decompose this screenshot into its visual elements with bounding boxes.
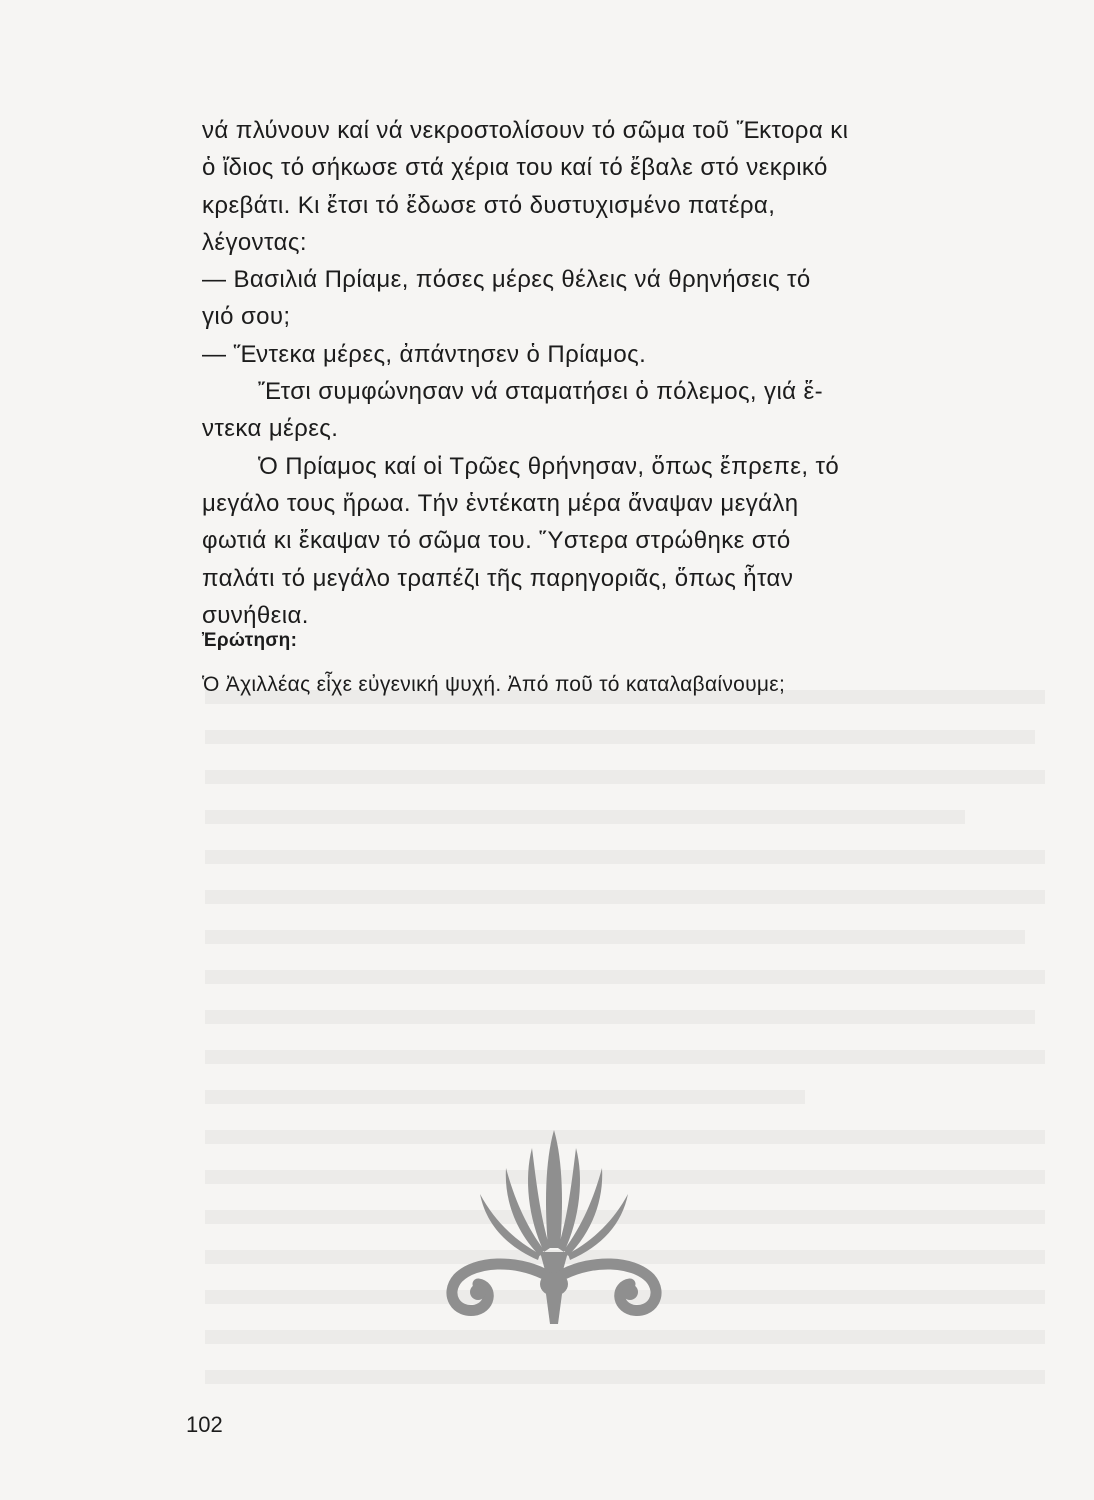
body-line-text: Ὁ Πρίαμος καί οἱ Τρῶες θρήνησαν, ὅπως ἔπρεπε, τό — [258, 452, 840, 480]
body-line — [202, 298, 1040, 335]
body-line-text: — Βασιλιά Πρίαμε, πόσες μέρες θέλεις νά θρηνήσεις τό — [202, 266, 811, 294]
body-line — [202, 336, 1040, 373]
page-number: 102 — [186, 1412, 223, 1437]
body-line — [202, 597, 1040, 634]
body-line-text: νά πλύνουν καί νά νεκροστολίσουν τό σῶμα τοῦ Ἕκτορα κι — [202, 117, 849, 144]
body-line — [202, 560, 1040, 597]
body-line-text: ὁ ἴδιος τό σήκωσε στά χέρια του καί τό ἔβαλε στό νεκρικό — [202, 154, 828, 182]
body-line-text: κρεβάτι. Κι ἔτσι τό ἔδωσε στό δυστυχισμένο πατέρα, — [202, 191, 776, 219]
body-line — [202, 448, 1040, 485]
body-line — [202, 187, 1040, 224]
body-line-text: φωτιά κι ἔκαψαν τό σῶμα του. Ὕστερα στρώθηκε στό — [202, 527, 791, 555]
body-text — [202, 112, 1040, 634]
body-line-text: μεγάλο τους ἥρωα. Τήν ἑντέκατη μέρα ἄναψαν μεγάλη — [202, 489, 799, 517]
body-line-text: συνήθεια. — [202, 601, 309, 629]
body-line-text: ντεκα μέρες. — [202, 415, 339, 443]
body-line — [202, 261, 1040, 298]
body-line — [202, 485, 1040, 522]
body-line-text: λέγοντας: — [202, 228, 307, 256]
body-line-text: παλάτι τό μεγάλο τραπέζι τῆς παρηγοριᾶς, ὅπως ἦταν — [202, 564, 794, 592]
body-line-text: — Ἕντεκα μέρες, ἀπάντησεν ὁ Πρίαμος. — [202, 340, 647, 368]
body-line-text: Ἔτσι συμφώνησαν νά σταματήσει ὁ πόλεμος, γιά ἕ- — [258, 378, 824, 406]
body-line-text: γιό σου; — [202, 303, 291, 331]
body-line — [202, 224, 1040, 261]
body-line — [202, 149, 1040, 186]
palmette-ornament-icon — [436, 1128, 672, 1328]
question-label: Ἐρώτηση: — [202, 630, 298, 651]
body-line — [202, 522, 1040, 559]
body-line — [202, 112, 1040, 149]
body-line — [202, 410, 1040, 447]
body-line — [202, 373, 1040, 410]
question-text: Ὁ Ἀχιλλέας εἶχε εὐγενική ψυχή. Ἀπό ποῦ τό καταλαβαίνουμε; — [202, 673, 786, 696]
